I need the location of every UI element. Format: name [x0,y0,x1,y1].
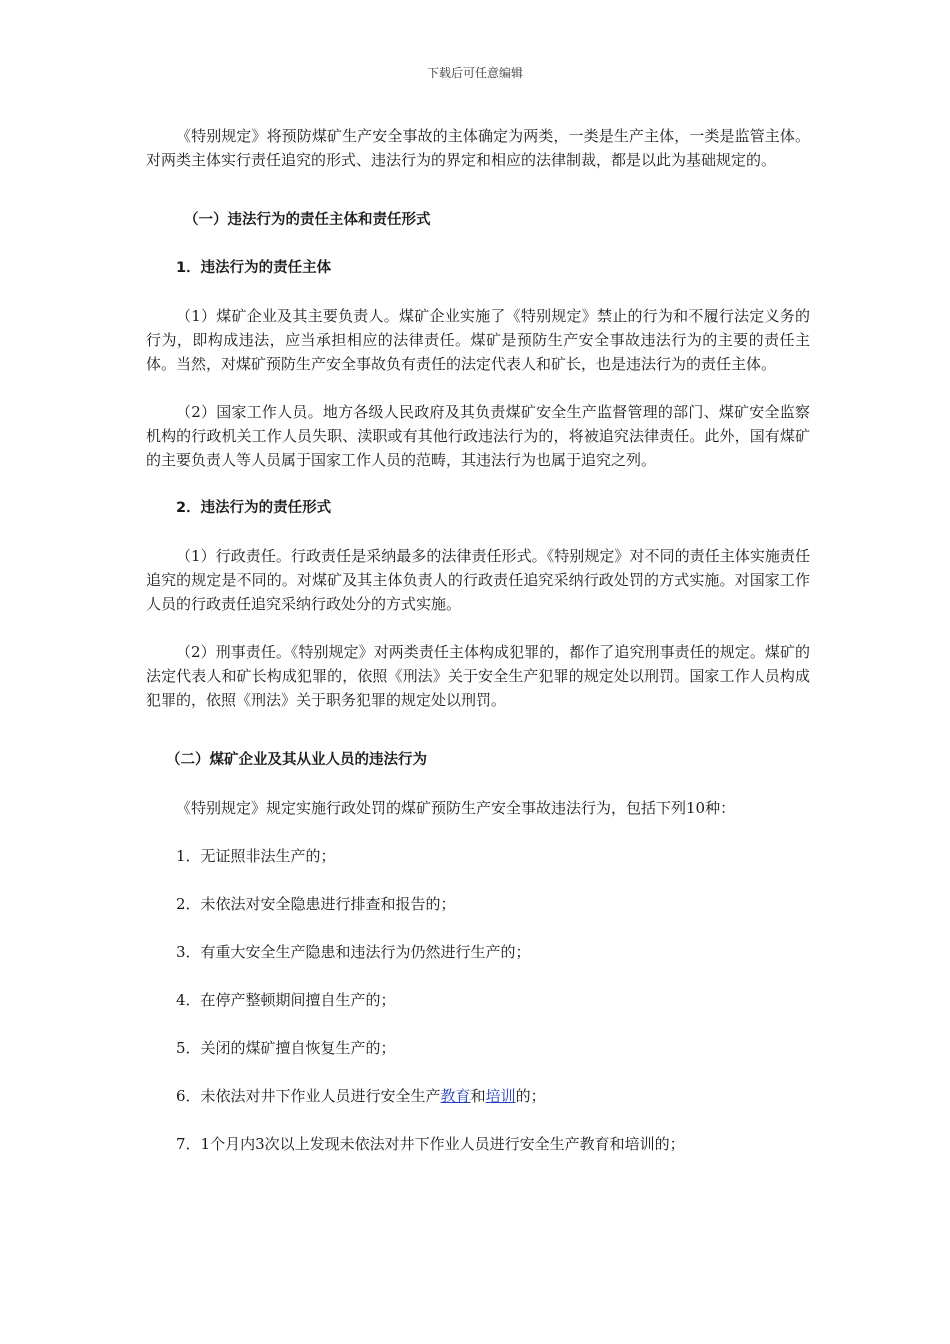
list-item-6-prefix: 6．未依法对井下作业人员进行安全生产 [176,1087,441,1105]
list-item: 2．未依法对安全隐患进行排查和报告的； [176,895,456,913]
section1-sub1-title: 1．违法行为的责任主体 [176,260,332,276]
education-link[interactable]: 教育 [440,1087,471,1105]
intro-paragraph: 《特别规定》将预防煤矿生产安全事故的主体确定为两类，一类是生产主体，一类是监管主体。对两类主体实行责任追究的形式、违法行为的界定和相应的法律制裁，都是以此为基础规定的。 [146,127,810,169]
section2-title: （二）煤矿企业及其从业人员的违法行为 [166,752,427,768]
section2-intro: 《特别规定》规定实施行政处罚的煤矿预防生产安全事故违法行为，包括下列10种： [176,799,736,817]
list-item: 5．关闭的煤矿擅自恢复生产的； [176,1039,396,1057]
section1-sub2-paragraph-2: （2）刑事责任。《特别规定》对两类责任主体构成犯罪的，都作了追究刑事责任的规定。煤矿的法定代表人和矿长构成犯罪的，依照《刑法》关于安全生产犯罪的规定处以刑罚。国家工作人员构成犯罪的，依照《刑法》关于职务犯罪的规定处以刑罚。 [146,643,810,709]
list-item-6-mid: 和 [470,1087,486,1105]
header-note: 下载后可任意编辑 [426,66,523,80]
section1-sub1-paragraph-1: （1）煤矿企业及其主要负责人。煤矿企业实施了《特别规定》禁止的行为和不履行法定义务的行为，即构成违法，应当承担相应的法律责任。煤矿是预防生产安全事故违法行为的主要的责任主体。当然，对煤矿预防生产安全事故负有责任的法定代表人和矿长，也是违法行为的责任主体。 [146,307,810,373]
section1-sub2-paragraph-1: （1）行政责任。行政责任是采纳最多的法律责任形式。《特别规定》对不同的责任主体实施责任追究的规定是不同的。对煤矿及其主体负责人的行政责任追究采纳行政处罚的方式实施。对国家工作人员的行政责任追究采纳行政处分的方式实施。 [146,547,810,613]
list-item: 3．有重大安全生产隐患和违法行为仍然进行生产的； [176,943,531,961]
training-link[interactable]: 培训 [485,1087,516,1105]
section1-title: （一）违法行为的责任主体和责任形式 [184,212,431,228]
list-item: 1．无证照非法生产的； [176,847,336,865]
list-item-6 [146,1084,810,1108]
document-body [146,124,810,1156]
section1-sub1-paragraph-2: （2）国家工作人员。地方各级人民政府及其负责煤矿安全生产监督管理的部门、煤矿安全监察机构的行政机关工作人员失职、渎职或有其他行政违法行为的，将被追究法律责任。此外，国有煤矿的主要负责人等人员属于国家工作人员的范畴，其违法行为也属于追究之列。 [146,403,810,469]
list-item-7: 7．1个月内3次以上发现未依法对井下作业人员进行安全生产教育和培训的； [176,1135,685,1153]
section1-sub2-title: 2．违法行为的责任形式 [176,500,332,516]
list-item-6-suffix: 的； [515,1087,546,1105]
list-item: 4．在停产整顿期间擅自生产的； [176,991,396,1009]
